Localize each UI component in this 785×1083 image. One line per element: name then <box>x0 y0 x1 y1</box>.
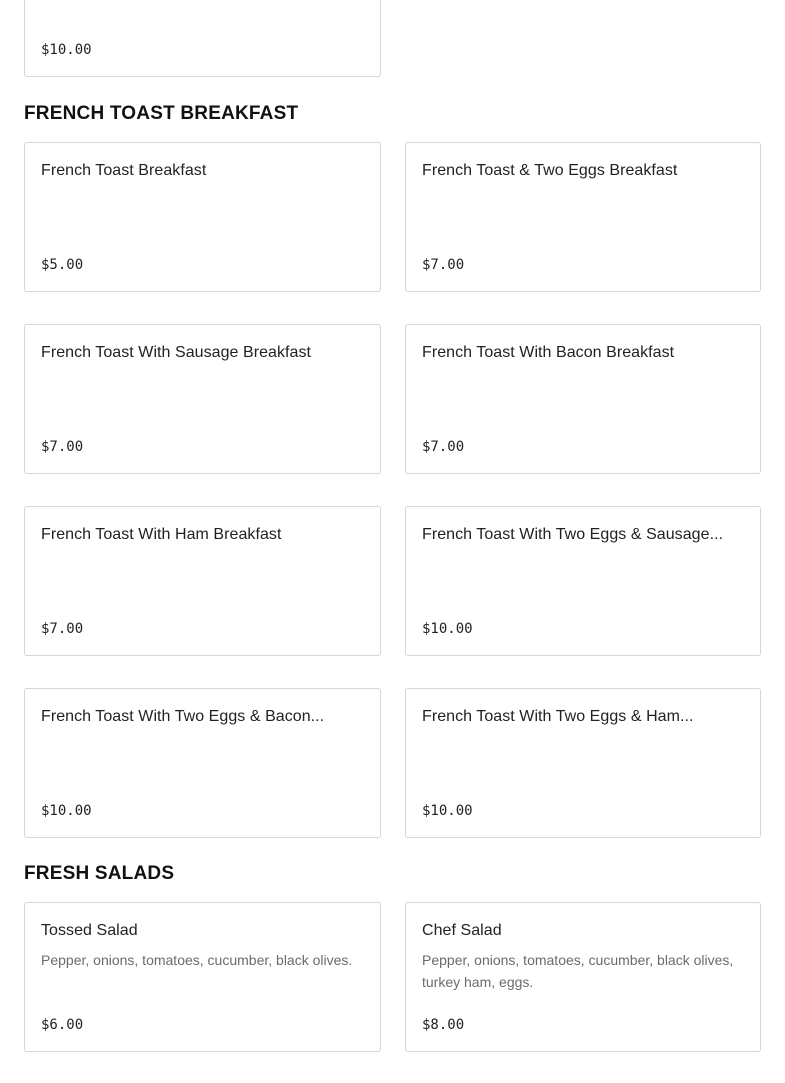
menu-item-card[interactable] <box>24 688 381 838</box>
item-price: $10.00 <box>41 42 92 58</box>
item-price: $7.00 <box>422 257 465 273</box>
menu-item-card[interactable] <box>24 324 381 474</box>
item-price: $10.00 <box>41 803 92 819</box>
item-name: French Toast & Two Eggs Breakfast <box>422 162 678 179</box>
menu-item-card[interactable] <box>405 506 761 656</box>
item-name: French Toast With Sausage Breakfast <box>41 344 312 361</box>
menu-item-card[interactable] <box>405 688 761 838</box>
item-name: Chef Salad <box>422 922 502 939</box>
menu-item-card[interactable] <box>24 902 381 1052</box>
section-title-fresh-salads: FRESH SALADS <box>24 863 175 884</box>
menu-item-card[interactable] <box>24 506 381 656</box>
item-name: French Toast With Two Eggs & Bacon... <box>41 708 325 725</box>
item-price: $10.00 <box>422 803 473 819</box>
item-price: $6.00 <box>41 1017 84 1033</box>
item-name: Tossed Salad <box>41 922 138 939</box>
item-name: French Toast With Two Eggs & Sausage... <box>422 526 724 543</box>
item-price: $7.00 <box>422 439 465 455</box>
menu-item-card[interactable] <box>24 142 381 292</box>
item-name: French Toast With Two Eggs & Ham... <box>422 708 694 725</box>
menu-item-card[interactable] <box>405 902 761 1052</box>
item-name: French Toast With Ham Breakfast <box>41 526 282 543</box>
menu-item-card[interactable] <box>405 324 761 474</box>
item-name: French Toast With Bacon Breakfast <box>422 344 675 361</box>
menu-item-card[interactable] <box>405 142 761 292</box>
item-description: Pepper, onions, tomatoes, cucumber, black olives, turkey ham, eggs. <box>422 952 734 990</box>
item-name: French Toast Breakfast <box>41 162 207 179</box>
menu-item-card[interactable] <box>24 0 381 77</box>
item-price: $5.00 <box>41 257 84 273</box>
item-price: $7.00 <box>41 621 84 637</box>
item-description: Pepper, onions, tomatoes, cucumber, black olives. <box>41 952 353 968</box>
item-price: $10.00 <box>422 621 473 637</box>
section-title-french-toast: FRENCH TOAST BREAKFAST <box>24 103 299 124</box>
item-price: $7.00 <box>41 439 84 455</box>
item-price: $8.00 <box>422 1017 465 1033</box>
